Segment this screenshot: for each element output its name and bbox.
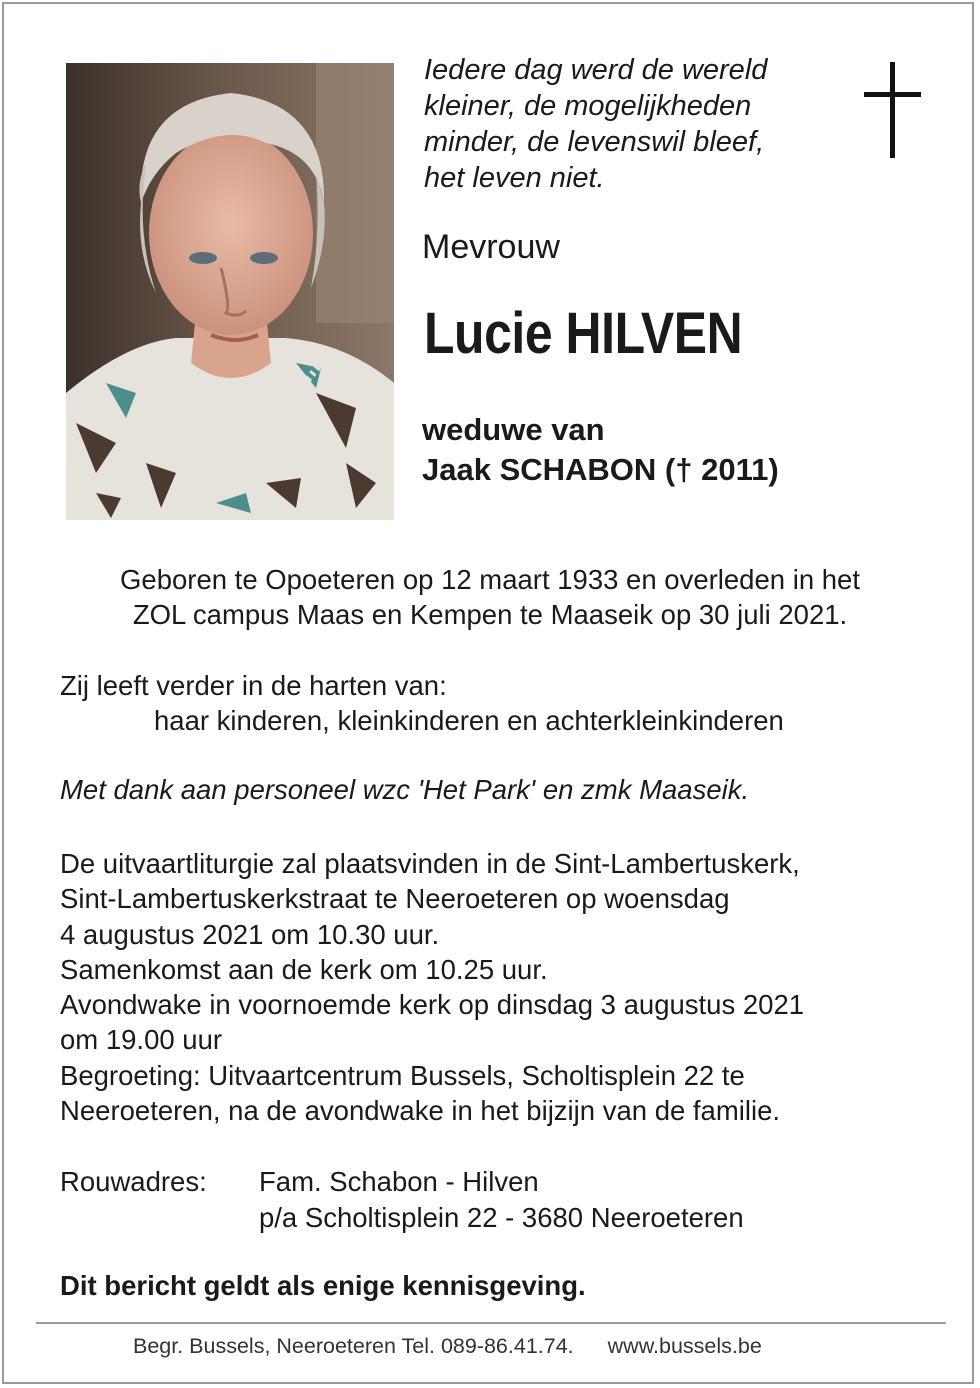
funeral-line: De uitvaartliturgie zal plaatsvinden in de Sint-Lambertuskerk, (60, 848, 800, 879)
poem-line: Iedere dag werd de wereld (424, 54, 768, 86)
poem-line: het leven niet. (424, 162, 605, 194)
funeral-line: Samenkomst aan de kerk om 10.25 uur. (60, 953, 548, 985)
salutation: Mevrouw (422, 228, 560, 266)
address-family: Fam. Schabon - Hilven (259, 1166, 539, 1197)
death-line: ZOL campus Maas en Kempen te Maaseik op 30 juli 2021. (132, 599, 848, 630)
thanks-note: Met dank aan personeel wzc 'Het Park' en zmk Maaseik. (60, 774, 750, 805)
portrait-photo (66, 63, 394, 520)
funeral-line: om 19.00 uur (60, 1024, 223, 1056)
funeral-line: 4 augustus 2021 om 10.30 uur. (60, 918, 440, 950)
website-link[interactable]: www.bussels.be (607, 1334, 762, 1358)
funeral-line: Begroeting: Uitvaartcentrum Bussels, Scholtisplein 22 te (60, 1059, 745, 1091)
survivors-intro: Zij leeft verder in de harten van: (60, 670, 447, 701)
address-street: p/a Scholtisplein 22 - 3680 Neeroeteren (259, 1202, 744, 1233)
birth-death-info (40, 562, 940, 632)
funeral-line: Avondwake in voornoemde kerk op dinsdag 3 augustus 2021 (60, 989, 805, 1021)
footer-contact: Begr. Bussels, Neeroeteren Tel. 089-86.41.74. (133, 1334, 574, 1358)
cross-icon (864, 62, 922, 165)
birth-line: Geboren te Opoeteren op 12 maart 1933 en overleden in het (120, 564, 860, 595)
poem-line: kleiner, de mogelijkheden (424, 90, 752, 122)
widow-line: weduwe van (422, 412, 605, 447)
survivors (60, 668, 784, 738)
deceased-name: Lucie HILVEN (424, 301, 743, 366)
poem (424, 52, 844, 196)
funeral-details (60, 846, 804, 1128)
funeral-line: Sint-Lambertuskerkstraat te Neeroeteren op woensdag (60, 883, 730, 915)
footer (133, 1334, 762, 1359)
spouse-name: Jaak SCHABON († 2011) (422, 452, 779, 487)
funeral-line: Neeroeteren, na de avondwake in het bijzijn van de familie. (60, 1095, 781, 1127)
address-label: Rouwadres: (60, 1166, 207, 1197)
survivors-family: haar kinderen, kleinkinderen en achterkleinkinderen (154, 705, 784, 736)
mourning-address (60, 1164, 744, 1236)
footer-divider (36, 1322, 946, 1324)
notice: Dit bericht geldt als enige kennisgeving. (60, 1270, 586, 1301)
poem-line: minder, de levenswil bleef, (424, 126, 765, 158)
widow-of (422, 410, 779, 490)
